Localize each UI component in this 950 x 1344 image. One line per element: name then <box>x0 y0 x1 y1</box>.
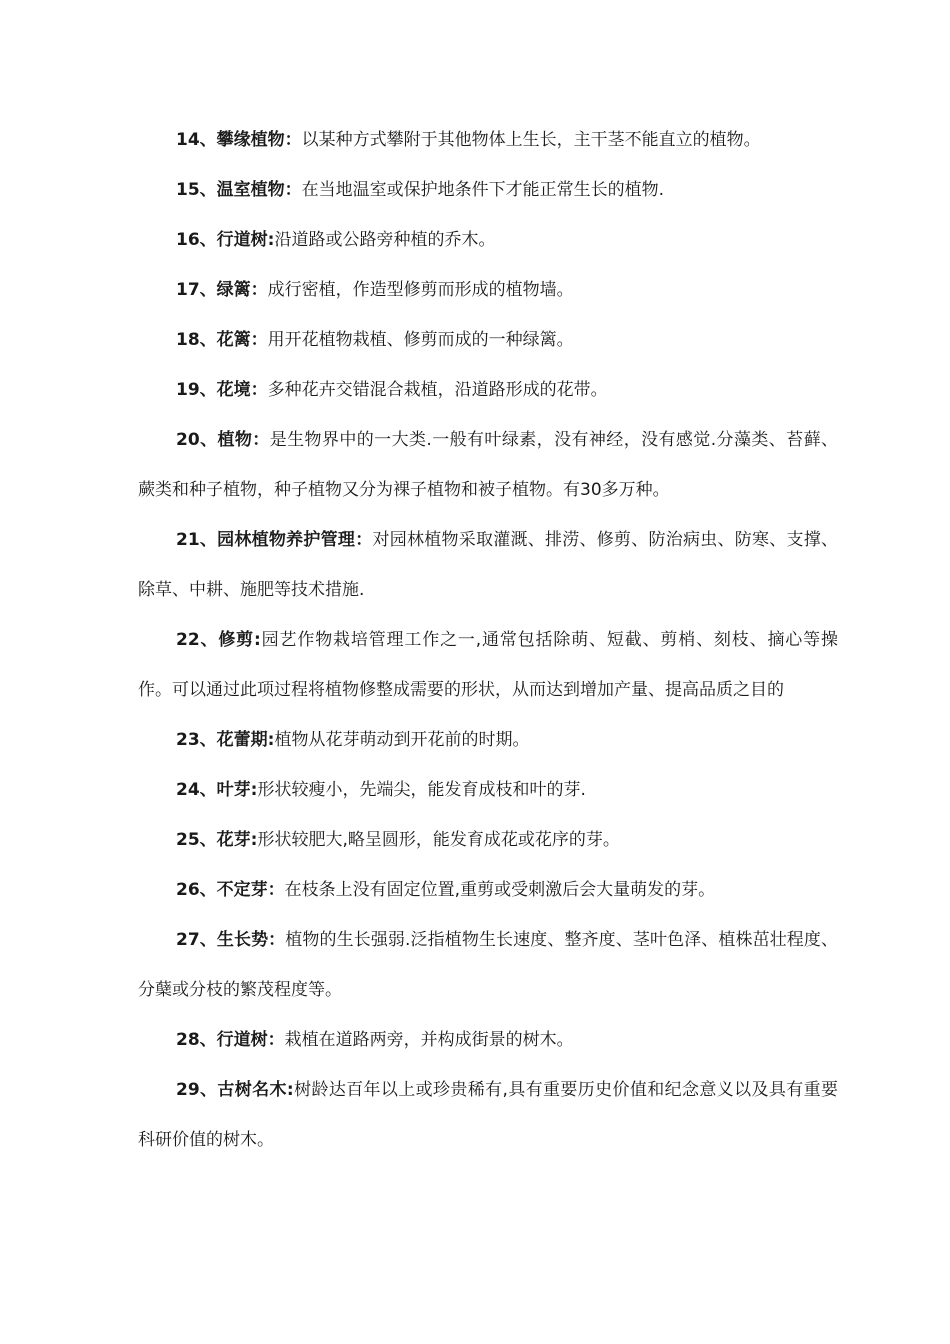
entry-number: 17、 <box>176 280 217 300</box>
glossary-list <box>138 115 838 1165</box>
entry-definition: 植物的生长强弱.泛指植物生长速度、整齐度、茎叶色泽、植株茁壮程度、分蘖或分枝的繁茂程度等。 <box>138 930 839 1000</box>
glossary-entry <box>138 1065 838 1165</box>
glossary-entry <box>138 865 838 915</box>
entry-definition: 树龄达百年以上或珍贵稀有,具有重要历史价值和纪念意义以及具有重要科研价值的树木。 <box>138 1080 838 1150</box>
entry-definition: 用开花植物栽植、修剪而成的一种绿篱。 <box>267 330 574 350</box>
entry-definition: 形状较瘦小，先端尖，能发育成枝和叶的芽. <box>257 780 586 800</box>
entry-number: 19、 <box>176 380 217 400</box>
glossary-entry <box>138 365 838 415</box>
entry-definition: 是生物界中的一大类.一般有叶绿素，没有神经，没有感觉.分藻类、苔藓、蕨类和种子植物，种子植物又分为裸子植物和被子植物。有30多万种。 <box>138 430 838 500</box>
entry-term: 植物： <box>217 430 270 450</box>
entry-definition: 对园林植物采取灌溉、排涝、修剪、防治病虫、防寒、支撑、除草、中耕、施肥等技术措施. <box>138 530 839 600</box>
entry-number: 27、 <box>176 930 217 950</box>
glossary-entry <box>138 715 838 765</box>
entry-term: 古树名木: <box>217 1080 294 1100</box>
entry-number: 23、 <box>176 730 217 750</box>
entry-term: 花境： <box>216 380 268 400</box>
entry-number: 14、 <box>176 130 217 150</box>
glossary-entry <box>138 315 838 365</box>
entry-definition: 形状较肥大,略呈圆形，能发育成花或花序的芽。 <box>257 830 620 850</box>
entry-definition: 在枝条上没有固定位置,重剪或受刺激后会大量萌发的芽。 <box>284 880 716 900</box>
entry-term: 不定芽： <box>216 880 285 900</box>
entry-definition: 园艺作物栽培管理工作之一,通常包括除萌、短截、剪梢、刻枝、摘心等操作。可以通过此项过程将植物修整成需要的形状，从而达到增加产量、提高品质之目的 <box>138 630 838 700</box>
entry-term: 行道树: <box>216 230 275 250</box>
glossary-entry <box>138 215 838 265</box>
glossary-entry <box>138 765 838 815</box>
entry-definition: 在当地温室或保护地条件下才能正常生长的植物. <box>301 180 665 200</box>
entry-term: 叶芽: <box>216 780 258 800</box>
entry-number: 25、 <box>176 830 217 850</box>
entry-term: 行道树： <box>216 1030 285 1050</box>
entry-number: 29、 <box>176 1080 218 1100</box>
entry-number: 15、 <box>176 180 217 200</box>
entry-number: 24、 <box>176 780 217 800</box>
entry-term: 花芽: <box>216 830 258 850</box>
entry-term: 绿篱： <box>216 280 268 300</box>
glossary-entry <box>138 265 838 315</box>
glossary-entry <box>138 165 838 215</box>
entry-definition: 成行密植，作造型修剪而形成的植物墙。 <box>267 280 574 300</box>
entry-term: 花篱： <box>216 330 268 350</box>
entry-number: 26、 <box>176 880 217 900</box>
entry-term: 攀缘植物： <box>216 130 302 150</box>
entry-term: 生长势： <box>216 930 286 950</box>
glossary-entry <box>138 515 838 615</box>
glossary-entry <box>138 915 838 1015</box>
entry-definition: 多种花卉交错混合栽植，沿道路形成的花带。 <box>267 380 608 400</box>
entry-number: 22、 <box>176 630 219 650</box>
entry-number: 21、 <box>176 530 218 550</box>
entry-term: 温室植物： <box>216 180 302 200</box>
entry-number: 20、 <box>176 430 218 450</box>
entry-definition: 以某种方式攀附于其他物体上生长，主干茎不能直立的植物。 <box>301 130 761 150</box>
entry-term: 花蕾期: <box>216 730 275 750</box>
entry-definition: 栽植在道路两旁，并构成街景的树木。 <box>284 1030 574 1050</box>
entry-term: 修剪: <box>218 630 261 650</box>
entry-definition: 植物从花芽萌动到开花前的时期。 <box>274 730 530 750</box>
glossary-entry <box>138 815 838 865</box>
glossary-entry <box>138 415 838 515</box>
entry-term: 园林植物养护管理： <box>217 530 373 550</box>
entry-number: 16、 <box>176 230 217 250</box>
glossary-entry <box>138 615 838 715</box>
entry-number: 18、 <box>176 330 217 350</box>
entry-definition: 沿道路或公路旁种植的乔木。 <box>274 230 496 250</box>
glossary-entry <box>138 115 838 165</box>
glossary-entry <box>138 1015 838 1065</box>
entry-number: 28、 <box>176 1030 217 1050</box>
